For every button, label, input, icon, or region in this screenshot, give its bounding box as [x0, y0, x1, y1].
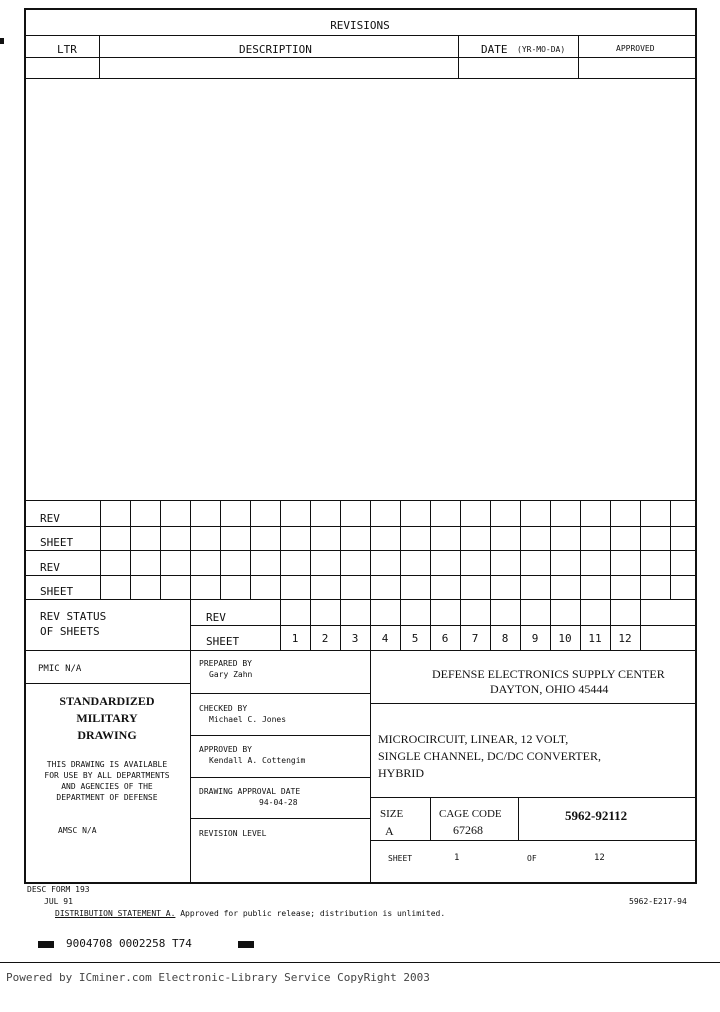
rev-status-rev-label: REV [206, 611, 226, 624]
of-value: 12 [594, 853, 605, 863]
agency-address: DAYTON, OHIO 45444 [490, 682, 609, 696]
rev-status-sheet-label: SHEET [206, 635, 240, 648]
col-date-format: (YR-MO-DA) [517, 45, 566, 54]
prepared-name: Gary Zahn [209, 670, 253, 679]
sheet-number: 1 [291, 632, 299, 645]
approved-label: APPROVED BY [199, 745, 252, 754]
document-code: 5962-E217-94 [629, 897, 687, 906]
sheet-number: 2 [321, 632, 329, 645]
standardized-title-3: DRAWING [77, 728, 137, 742]
pmic: PMIC N/A [38, 664, 82, 674]
availability-note-2: FOR USE BY ALL DEPARTMENTS [44, 771, 170, 780]
distribution-label: DISTRIBUTION STATEMENT A. [55, 909, 176, 918]
drawing-title-3: HYBRID [378, 766, 425, 780]
drawing-title-2: SINGLE CHANNEL, DC/DC CONVERTER, [378, 749, 601, 763]
sheet-number: 8 [501, 632, 509, 645]
approval-date-label: DRAWING APPROVAL DATE [199, 787, 301, 796]
size-label: SIZE [380, 808, 404, 820]
approved-name: Kendall A. Cottengim [209, 756, 306, 765]
sheet-number: 3 [351, 632, 359, 645]
sheet-number: 4 [381, 632, 389, 645]
availability-note-3: AND AGENCIES OF THE [61, 782, 153, 791]
distribution-statement [55, 909, 445, 918]
prepared-label: PREPARED BY [199, 659, 252, 668]
standardized-title-2: MILITARY [76, 711, 138, 725]
grid-rev-label-2: REV [40, 561, 60, 574]
distribution-text: Approved for public release; distribution is unlimited. [175, 909, 446, 918]
barcode-block-right [238, 941, 254, 948]
sheet-number: 5 [411, 632, 419, 645]
powered-by-notice: Powered by ICminer.com Electronic-Library Service CopyRight 2003 [6, 971, 430, 984]
sheet-number: 10 [558, 632, 572, 645]
grid-rev-label-1: REV [40, 512, 60, 525]
size-value: A [385, 824, 394, 838]
form-number: DESC FORM 193 [27, 885, 90, 894]
grid-sheet-label-2: SHEET [40, 585, 74, 598]
sheet-label: SHEET [388, 854, 413, 863]
sheet-number: 7 [471, 632, 479, 645]
rev-status-label-2: OF SHEETS [40, 625, 100, 638]
drawing-number: 5962-92112 [565, 808, 628, 823]
col-description: DESCRIPTION [239, 43, 312, 56]
approval-date-value: 94-04-28 [259, 798, 298, 807]
checked-name: Michael C. Jones [209, 715, 287, 724]
agency-name: DEFENSE ELECTRONICS SUPPLY CENTER [432, 667, 665, 681]
scan-mark [0, 38, 4, 44]
grid-sheet-label-1: SHEET [40, 536, 74, 549]
cage-code-value: 67268 [453, 823, 483, 837]
form-date: JUL 91 [44, 897, 73, 906]
revisions-title: REVISIONS [330, 19, 390, 32]
revision-level-label: REVISION LEVEL [199, 829, 267, 838]
of-label: OF [527, 854, 537, 863]
barcode-text: 9004708 0002258 T74 [66, 937, 192, 950]
availability-note-1: THIS DRAWING IS AVAILABLE [46, 760, 168, 769]
sheet-number: 6 [441, 632, 449, 645]
col-ltr: LTR [57, 43, 77, 56]
standardized-title-1: STANDARDIZED [59, 694, 155, 708]
rev-status-label-1: REV STATUS [40, 610, 107, 623]
amsc: AMSC N/A [58, 826, 97, 835]
col-date: DATE [481, 43, 508, 56]
col-approved: APPROVED [616, 44, 655, 53]
sheet-value: 1 [454, 853, 460, 863]
barcode-block-left [38, 941, 54, 948]
sheet-number: 9 [531, 632, 539, 645]
sheet-number: 11 [588, 632, 602, 645]
sheet-number: 12 [618, 632, 632, 645]
cage-code-label: CAGE CODE [439, 808, 502, 820]
drawing-title-1: MICROCIRCUIT, LINEAR, 12 VOLT, [378, 732, 569, 746]
availability-note-4: DEPARTMENT OF DEFENSE [56, 793, 158, 802]
checked-label: CHECKED BY [199, 704, 248, 713]
